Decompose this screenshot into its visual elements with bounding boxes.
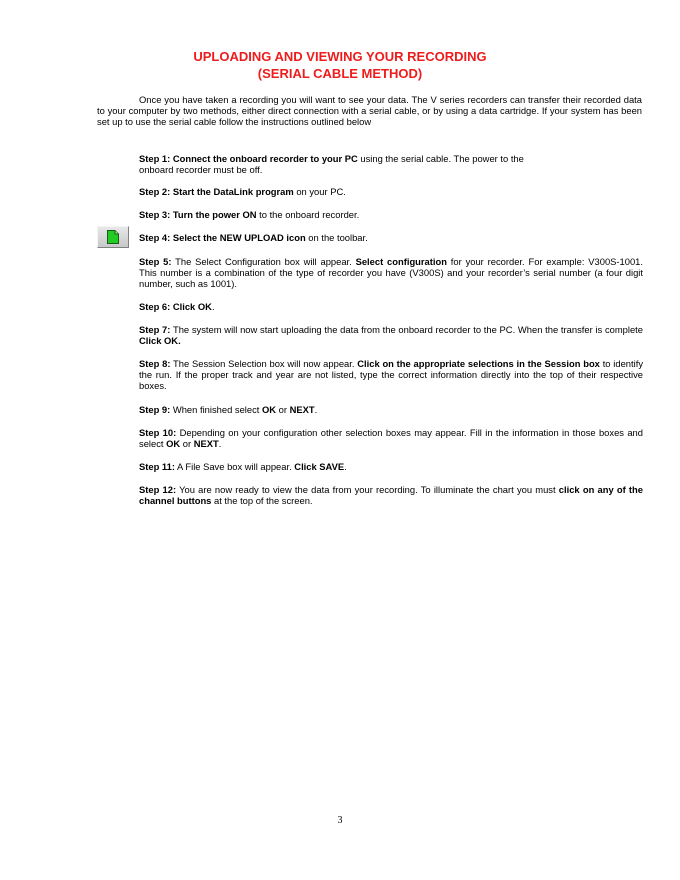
step-10-text: Depending on your configuration other selection boxes may appear. Fill in the information in those boxes and select [139, 427, 643, 449]
step-10-or: or [180, 438, 194, 449]
step-8-bold-2: Click on the appropriate selections in the Session box [357, 358, 600, 369]
step-10 [139, 427, 643, 449]
step-8-bold: Step 8: [139, 358, 171, 369]
step-11 [139, 461, 643, 472]
step-9-end: . [314, 404, 318, 415]
step-12 [139, 484, 643, 506]
step-11-end: . [344, 461, 347, 472]
step-12-text: You are now ready to view the data from your recording. To illuminate the chart you must [176, 484, 559, 495]
step-4-bold: Step 4: Select the NEW UPLOAD icon [139, 232, 306, 243]
step-3-bold: Step 3: Turn the power ON [139, 209, 257, 220]
step-11-bold: Step 11: [139, 461, 175, 472]
step-9-next: NEXT [289, 404, 315, 415]
title-line-2: (SERIAL CABLE METHOD) [257, 66, 423, 81]
intro-paragraph: Once you have taken a recording you will want to see your data. The V series recorders can transfer their recorded data to your computer by two methods, either direct connection with a serial cable, or by using a data cartridge. If your system has been set up to use the serial cable follow the instructions outlined below [97, 94, 642, 127]
step-6-bold: Step 6: Click OK [139, 301, 212, 312]
step-7 [139, 324, 643, 346]
step-3 [139, 209, 643, 220]
page-title [0, 48, 680, 82]
step-12-bold: Step 12: [139, 484, 177, 495]
step-5 [139, 256, 643, 289]
step-5-text: The Select Configuration box will appear. [171, 256, 356, 267]
step-11-bold-2: Click SAVE [294, 461, 345, 472]
step-1-bold: Step 1: Connect the onboard recorder to your PC [139, 153, 358, 164]
step-5-bold: Step 5: [139, 256, 172, 267]
step-5-bold-2: Select configuration [355, 256, 447, 267]
step-10-end: . [218, 438, 222, 449]
step-12-bold-2: click on any of the channel buttons [139, 484, 643, 506]
title-line-1: UPLOADING AND VIEWING YOUR RECORDING [193, 49, 487, 64]
step-9-ok: OK [261, 404, 277, 415]
step-4-text: on the toolbar. [305, 232, 368, 243]
step-8-text-2: to identify the run. If the proper track and year are not listed, type the correct information directly into the top of their respective boxes. [139, 358, 644, 391]
step-7-bold: Step 7: [139, 324, 171, 335]
step-12-end: at the top of the screen. [211, 495, 313, 506]
step-1 [139, 153, 643, 175]
step-10-next: NEXT [193, 438, 219, 449]
new-upload-icon [97, 226, 129, 248]
step-4 [139, 232, 643, 243]
step-1-text-2: onboard recorder must be off. [139, 164, 263, 175]
step-6-text: . [211, 301, 215, 312]
step-1-text: using the serial cable. The power to the [357, 153, 524, 164]
step-11-text: A File Save box will appear. [174, 461, 295, 472]
step-9-bold: Step 9: [139, 404, 171, 415]
step-8-text: The Session Selection box will now appear. [170, 358, 358, 369]
step-7-bold-2: Click OK. [139, 335, 181, 346]
document-icon [107, 230, 119, 244]
step-10-bold: Step 10: [139, 427, 177, 438]
step-7-text: The system will now start uploading the data from the onboard recorder to the PC. When the transfer is complete [170, 324, 643, 335]
step-2-text: on your PC. [293, 186, 346, 197]
step-2 [139, 186, 643, 197]
page-number: 3 [337, 815, 343, 826]
step-3-text: to the onboard recorder. [256, 209, 360, 220]
step-9 [139, 404, 643, 415]
step-9-or: or [276, 404, 290, 415]
step-5-text-2: for your recorder. For example: V300S-1001. This number is a combination of the type of recorder you have (V300S) and your recorder’s serial number (a four digit number, such as 1001). [139, 256, 643, 289]
step-6 [139, 301, 643, 312]
step-2-bold: Step 2: Start the DataLink program [139, 186, 294, 197]
step-8 [139, 358, 643, 391]
step-10-ok: OK [166, 438, 181, 449]
step-9-text: When finished select [170, 404, 262, 415]
